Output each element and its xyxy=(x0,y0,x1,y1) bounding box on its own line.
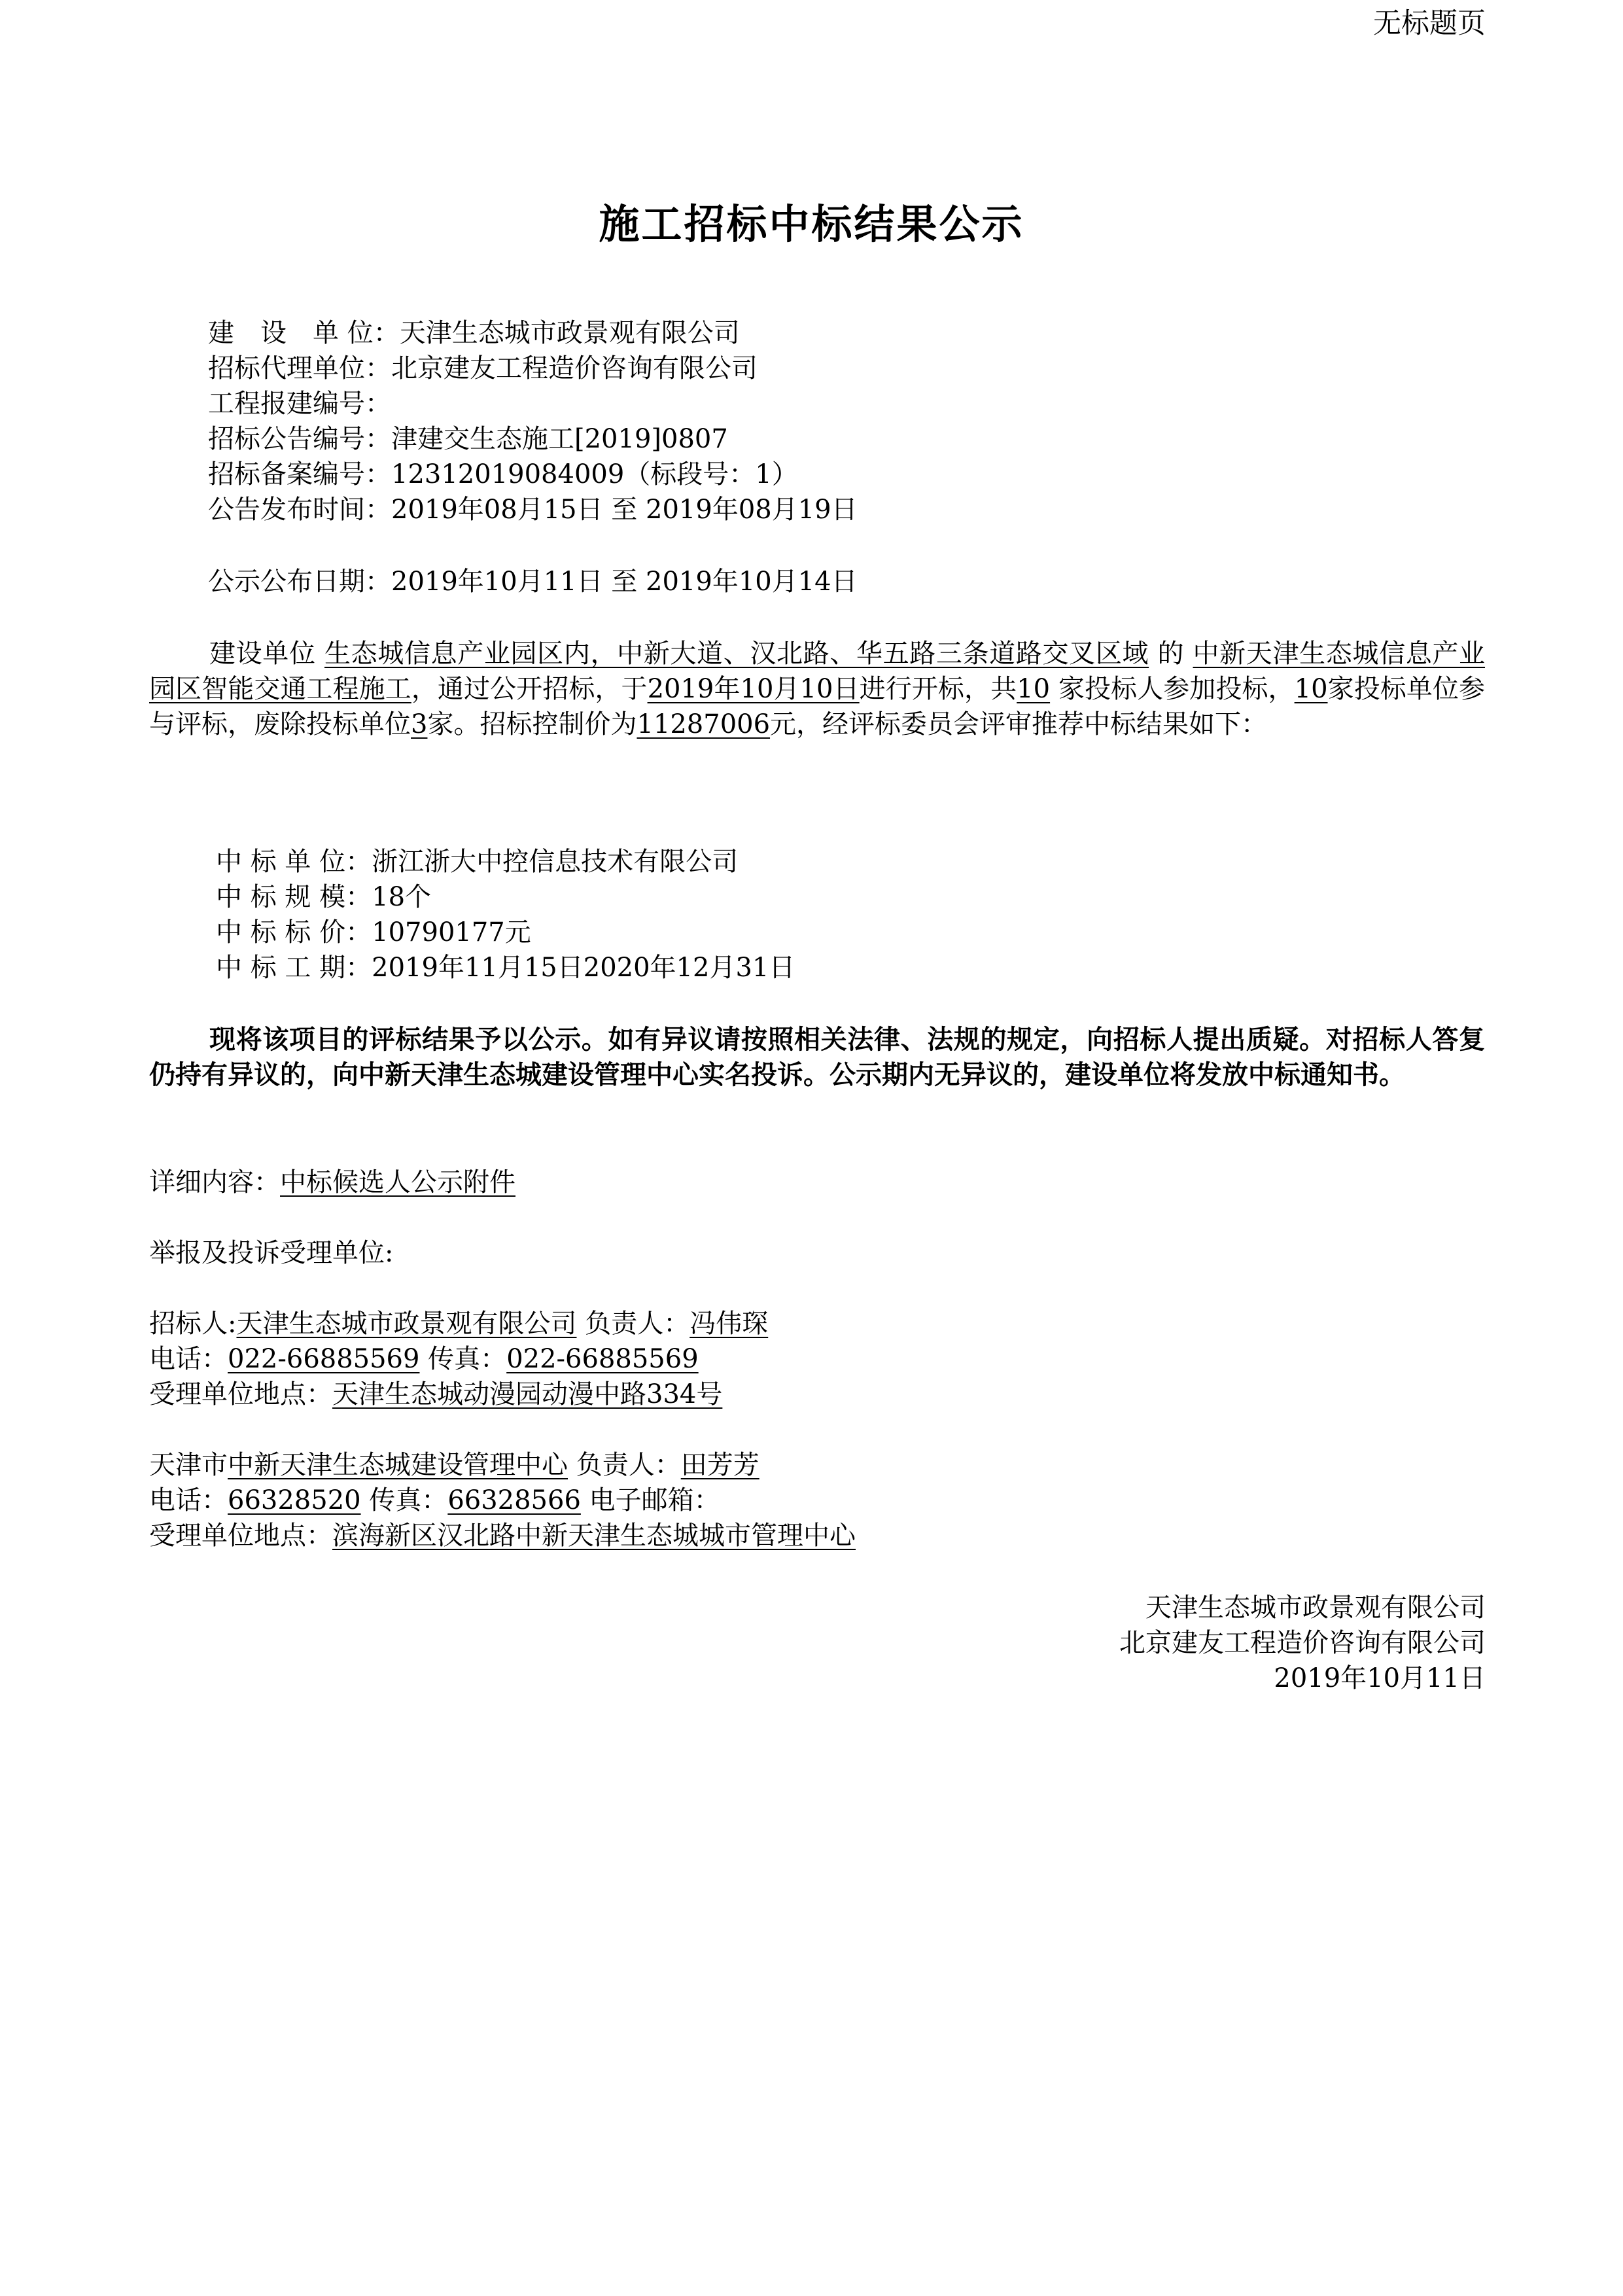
meta-label: 建 设 单 位： xyxy=(208,318,400,348)
tenderer-person: 冯伟琛 xyxy=(689,1309,769,1339)
signature-block xyxy=(1119,1590,1486,1696)
address-label: 受理单位地点： xyxy=(149,1379,332,1409)
intro-text: 进行开标，共 xyxy=(859,674,1017,704)
award-label: 中 标 标 价： xyxy=(216,917,372,947)
authority-phone: 66328520 xyxy=(228,1485,361,1515)
meta-value: 2019年08月15日 至 2019年08月19日 xyxy=(391,495,858,525)
award-value: 10790177元 xyxy=(372,917,531,947)
tenderer-fax: 022-66885569 xyxy=(506,1344,699,1374)
intro-text: 家投标单位参与评标，废除投标单位 xyxy=(149,674,1486,739)
tenderer-address-row xyxy=(149,1377,722,1412)
intro-text: 家投标人参加投标， xyxy=(1050,674,1295,704)
bid-open-date: 2019年10月10日 xyxy=(647,674,860,704)
award-row-price xyxy=(216,915,531,950)
meta-value: 北京建友工程造价咨询有限公司 xyxy=(391,353,758,383)
page-header-label: 无标题页 xyxy=(1373,7,1486,40)
project-name: 中新天津生态城信息产业园区智能交通工程施工 xyxy=(149,639,1486,704)
bidder-count: 10 xyxy=(1017,674,1051,704)
tenderer-address: 天津生态城动漫园动漫中路334号 xyxy=(332,1379,723,1409)
meta-value: 12312019084009（标段号：1） xyxy=(391,459,798,489)
authority-address: 滨海新区汉北路中新天津生态城城市管理中心 xyxy=(332,1521,856,1551)
address-label: 受理单位地点： xyxy=(149,1521,332,1551)
person-label: 负责人： xyxy=(568,1450,681,1480)
tenderer-label: 招标人: xyxy=(149,1309,237,1339)
award-value: 2019年11月15日2020年12月31日 xyxy=(372,953,795,983)
award-row-winner xyxy=(216,844,738,879)
award-label: 中 标 单 位： xyxy=(216,847,372,877)
evaluated-count: 10 xyxy=(1294,674,1328,704)
tenderer-phone: 022-66885569 xyxy=(228,1344,420,1374)
authority-prefix: 天津市 xyxy=(149,1450,228,1480)
meta-row-publish-time xyxy=(208,492,858,527)
control-price: 11287006 xyxy=(637,709,771,739)
award-row-scale xyxy=(216,879,431,915)
intro-text: 的 xyxy=(1149,639,1193,669)
fax-label: 传真： xyxy=(360,1485,448,1515)
intro-paragraph xyxy=(149,636,1485,742)
authority-name: 中新天津生态城建设管理中心 xyxy=(228,1450,568,1480)
authority-contact-row xyxy=(149,1483,720,1518)
meta-row-builder xyxy=(208,315,740,351)
rejected-count: 3 xyxy=(411,709,428,739)
objection-notice: 现将该项目的评标结果予以公示。如有异议请按照相关法律、法规的规定，向招标人提出质疑。对招标人答复仍持有异议的，向中新天津生态城建设管理中心实名投诉。公示期内无异议的，建设单位将发放中标通知书。 xyxy=(149,1024,1485,1090)
authority-person: 田芳芳 xyxy=(680,1450,759,1480)
intro-text: 建设单位 xyxy=(209,639,324,669)
detail-row xyxy=(149,1165,515,1200)
fax-label: 传真： xyxy=(419,1344,507,1374)
attachment-link[interactable]: 中标候选人公示附件 xyxy=(280,1167,515,1197)
meta-row-registration xyxy=(208,386,391,421)
meta-value: 天津生态城市政景观有限公司 xyxy=(399,318,740,348)
meta-label: 招标备案编号： xyxy=(208,459,391,489)
project-location: 生态城信息产业园区内，中新大道、汉北路、华五路三条道路交叉区域 xyxy=(324,639,1149,669)
tenderer-name: 天津生态城市政景观有限公司 xyxy=(236,1309,577,1339)
intro-text: 元，经评标委员会评审推荐中标结果如下： xyxy=(770,709,1268,739)
authority-row xyxy=(149,1447,759,1483)
meta-row-filing-no xyxy=(208,457,798,492)
detail-label: 详细内容： xyxy=(149,1167,280,1197)
meta-value: 2019年10月11日 至 2019年10月14日 xyxy=(391,567,858,597)
meta-label: 招标公告编号： xyxy=(208,424,391,454)
award-value: 浙江浙大中控信息技术有限公司 xyxy=(372,847,739,877)
phone-label: 电话： xyxy=(149,1485,228,1515)
signature-org-2: 北京建友工程造价咨询有限公司 xyxy=(1119,1628,1486,1658)
authority-address-row xyxy=(149,1518,856,1553)
complaint-heading: 举报及投诉受理单位: xyxy=(149,1238,394,1268)
meta-row-agency xyxy=(208,351,758,386)
award-label: 中 标 规 模： xyxy=(216,882,372,912)
signature-date: 2019年10月11日 xyxy=(1274,1663,1486,1693)
meta-label: 工程报建编号： xyxy=(208,389,391,419)
meta-label: 招标代理单位： xyxy=(208,353,391,383)
award-row-period xyxy=(216,950,795,985)
authority-fax: 66328566 xyxy=(447,1485,581,1515)
phone-label: 电话： xyxy=(149,1344,228,1374)
person-label: 负责人： xyxy=(576,1309,690,1339)
tenderer-contact-row xyxy=(149,1341,699,1377)
meta-label: 公告发布时间： xyxy=(208,495,391,525)
email-label: 电子邮箱： xyxy=(580,1485,720,1515)
meta-row-announcement-no xyxy=(208,421,728,457)
signature-org-1: 天津生态城市政景观有限公司 xyxy=(1145,1593,1486,1623)
page-title: 施工招标中标结果公示 xyxy=(599,200,1024,248)
meta-row-publicity-date xyxy=(208,564,858,599)
meta-value: 津建交生态施工[2019]0807 xyxy=(391,424,728,454)
meta-label: 公示公布日期： xyxy=(208,567,391,597)
intro-text: 家。招标控制价为 xyxy=(427,709,637,739)
intro-text: ，通过公开招标，于 xyxy=(411,674,648,704)
award-value: 18个 xyxy=(372,882,432,912)
award-label: 中 标 工 期： xyxy=(216,953,372,983)
tenderer-row xyxy=(149,1306,768,1341)
